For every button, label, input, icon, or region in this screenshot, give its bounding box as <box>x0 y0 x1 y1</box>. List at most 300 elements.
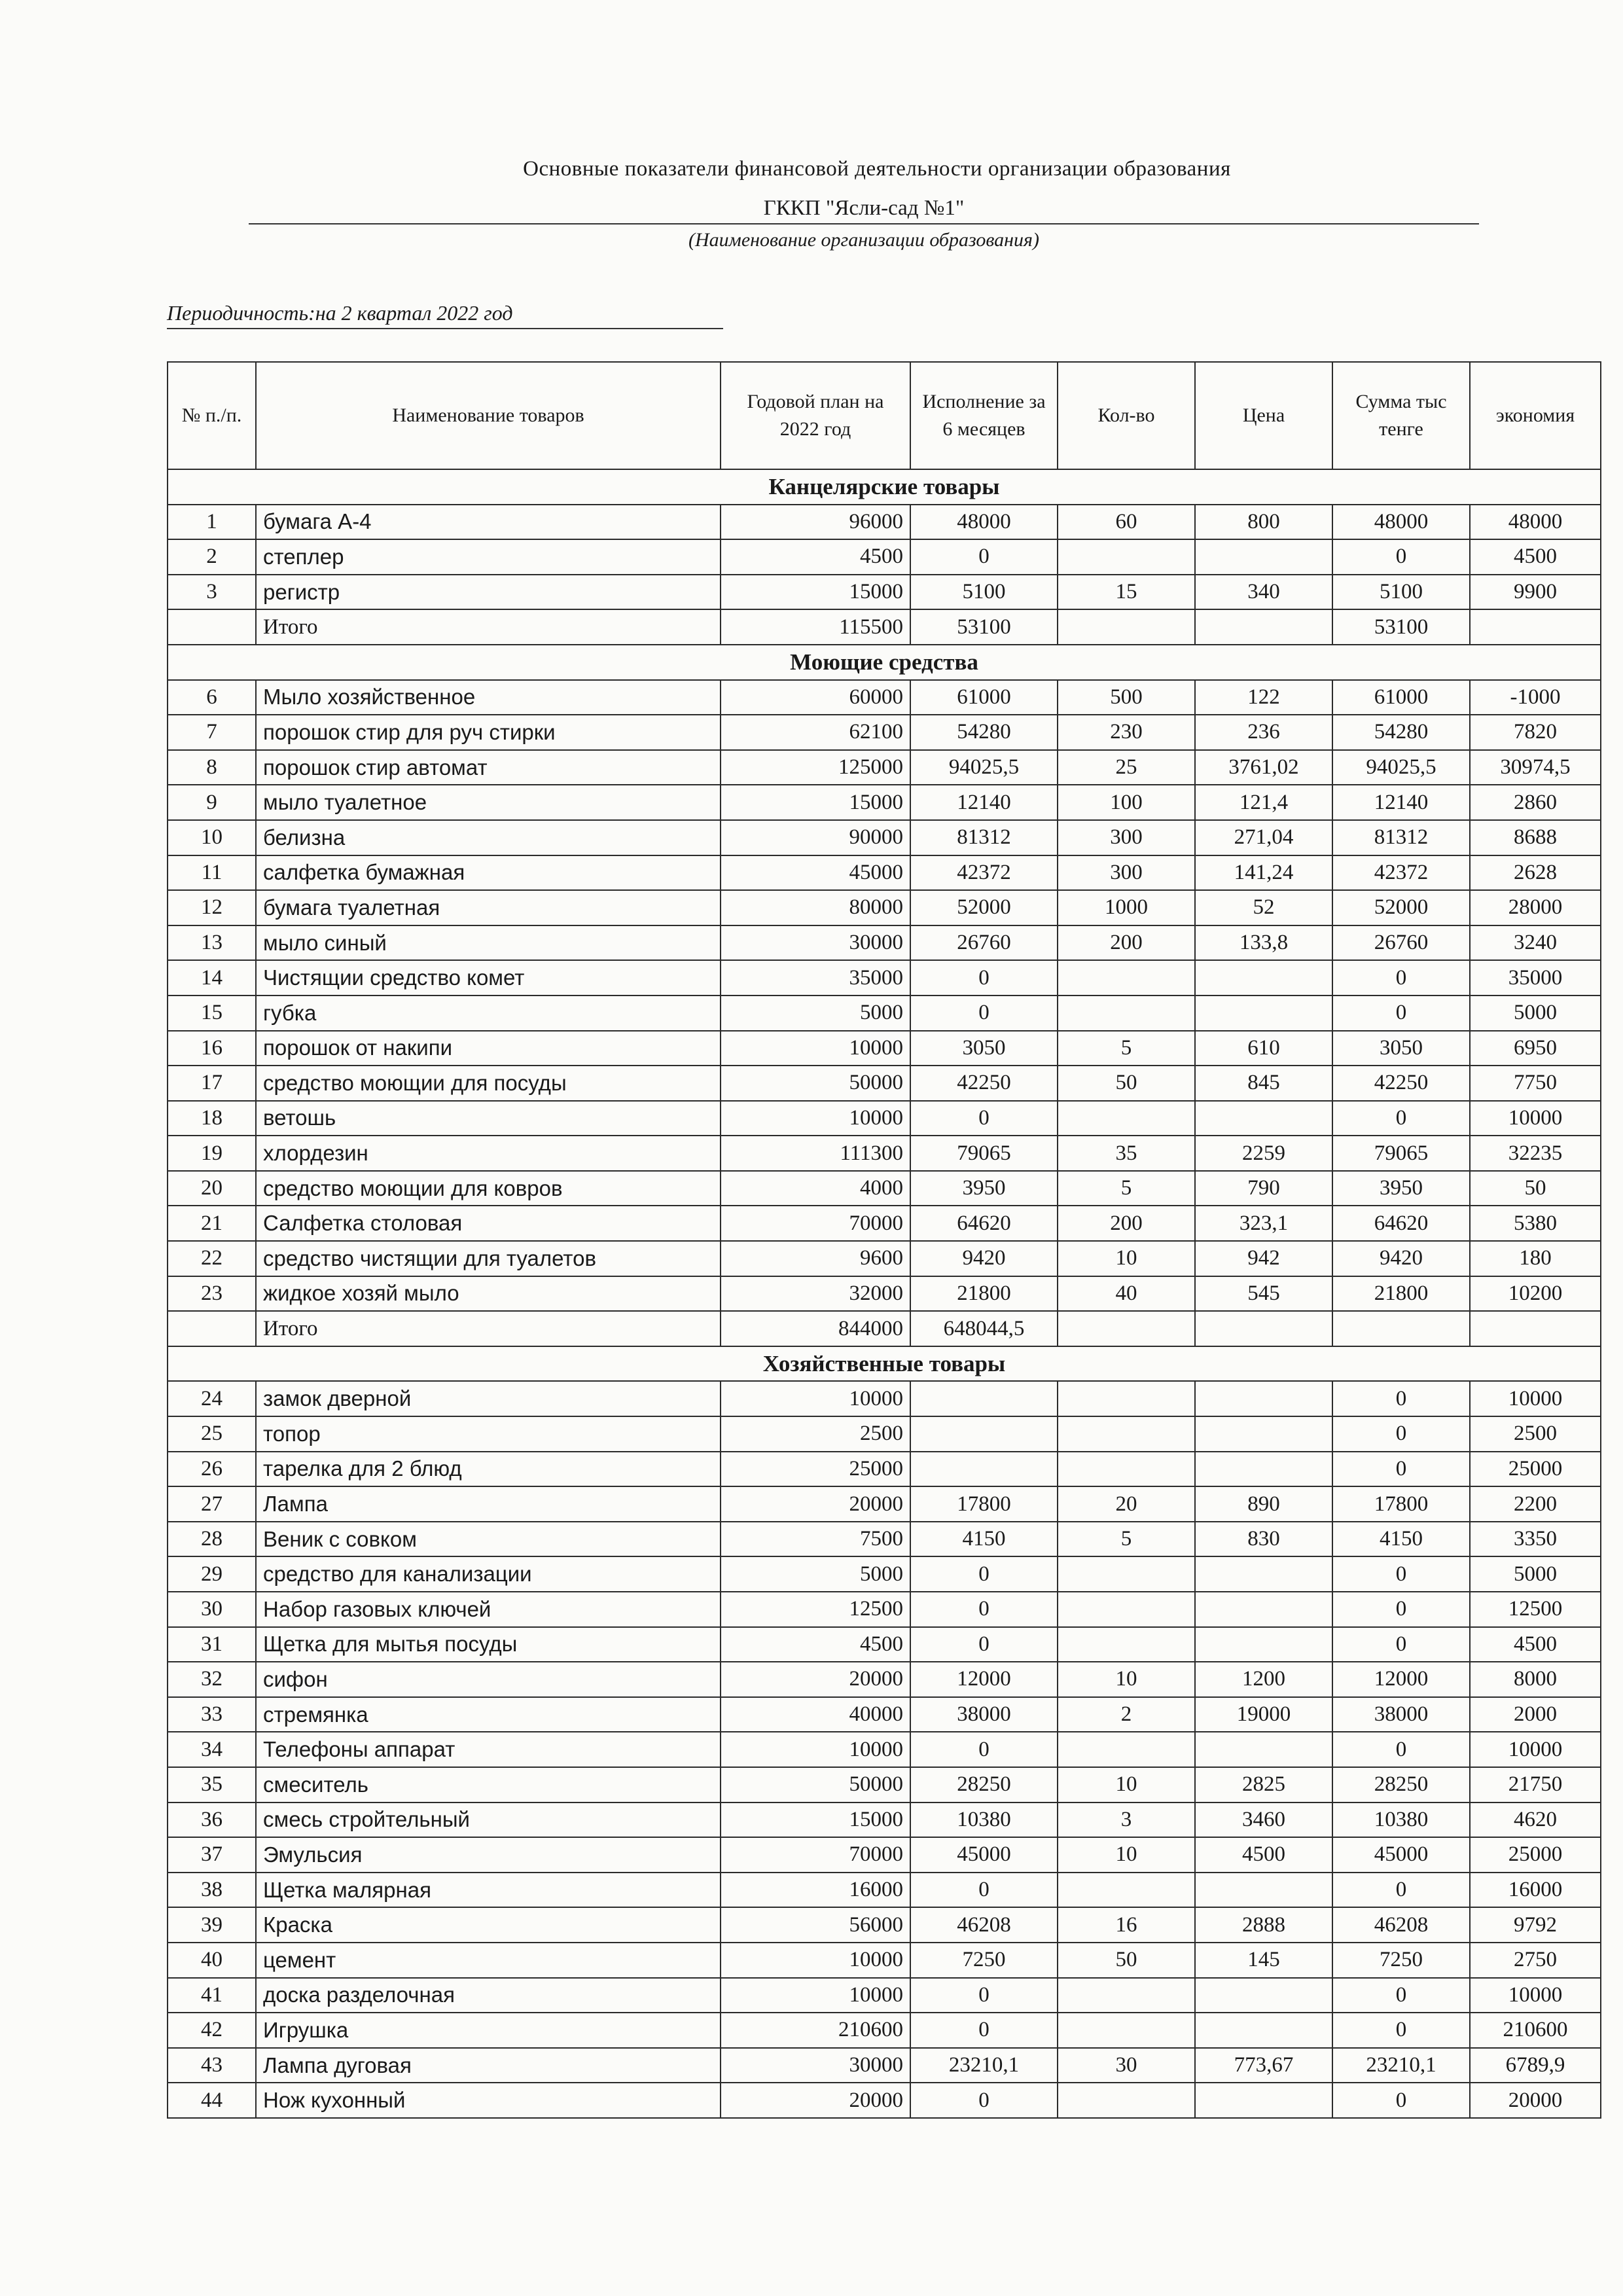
cell-sum: 0 <box>1332 1556 1470 1592</box>
table-row <box>168 2083 1601 2118</box>
total-empty-cell <box>1470 609 1601 645</box>
table-row <box>168 2048 1601 2083</box>
cell-exec: 61000 <box>910 680 1058 715</box>
cell-price <box>1195 539 1332 575</box>
table-row <box>168 960 1601 996</box>
cell-name: смеситель <box>256 1767 721 1803</box>
cell-exec: 10380 <box>910 1803 1058 1838</box>
section-title: Канцелярские товары <box>168 469 1601 505</box>
cell-qty <box>1058 1556 1195 1592</box>
cell-n: 43 <box>168 2048 256 2083</box>
column-header: Цена <box>1195 362 1332 469</box>
cell-exec: 94025,5 <box>910 750 1058 785</box>
column-header: Наименование товаров <box>256 362 721 469</box>
cell-name: Телефоны аппарат <box>256 1732 721 1767</box>
cell-name: сифон <box>256 1662 721 1697</box>
cell-n: 33 <box>168 1697 256 1732</box>
cell-plan: 5000 <box>721 1556 910 1592</box>
column-header: Кол-во <box>1058 362 1195 469</box>
total-row <box>168 609 1601 645</box>
cell-econ: 3240 <box>1470 925 1601 961</box>
cell-name: средство моющии для ковров <box>256 1171 721 1206</box>
cell-econ: 48000 <box>1470 505 1601 540</box>
cell-name: мыло туалетное <box>256 785 721 820</box>
cell-exec: 48000 <box>910 505 1058 540</box>
total-label: Итого <box>256 1311 721 1346</box>
cell-qty: 10 <box>1058 1662 1195 1697</box>
cell-name: Игрушка <box>256 2013 721 2048</box>
cell-price: 2825 <box>1195 1767 1332 1803</box>
cell-exec <box>910 1381 1058 1416</box>
table-row <box>168 1592 1601 1627</box>
cell-econ: 50 <box>1470 1171 1601 1206</box>
cell-n: 26 <box>168 1452 256 1487</box>
cell-plan: 4500 <box>721 539 910 575</box>
cell-sum: 0 <box>1332 1873 1470 1908</box>
table-row <box>168 750 1601 785</box>
cell-price: 121,4 <box>1195 785 1332 820</box>
section-title: Хозяйственные товары <box>168 1346 1601 1382</box>
cell-qty <box>1058 1101 1195 1136</box>
table-row <box>168 1452 1601 1487</box>
cell-econ: 2500 <box>1470 1416 1601 1452</box>
cell-price: 610 <box>1195 1031 1332 1066</box>
cell-qty: 10 <box>1058 1837 1195 1873</box>
cell-exec: 17800 <box>910 1486 1058 1522</box>
cell-plan: 20000 <box>721 1486 910 1522</box>
cell-sum: 94025,5 <box>1332 750 1470 785</box>
cell-qty: 30 <box>1058 2048 1195 2083</box>
cell-price: 52 <box>1195 890 1332 925</box>
cell-name: Чистящии средство комет <box>256 960 721 996</box>
cell-plan: 10000 <box>721 1101 910 1136</box>
cell-exec: 54280 <box>910 715 1058 750</box>
cell-sum: 0 <box>1332 1381 1470 1416</box>
table-row <box>168 1556 1601 1592</box>
cell-qty: 2 <box>1058 1697 1195 1732</box>
cell-plan: 16000 <box>721 1873 910 1908</box>
cell-qty <box>1058 1873 1195 1908</box>
cell-qty <box>1058 1416 1195 1452</box>
cell-plan: 4000 <box>721 1171 910 1206</box>
cell-qty <box>1058 1381 1195 1416</box>
cell-econ: 9900 <box>1470 575 1601 610</box>
cell-exec: 64620 <box>910 1206 1058 1241</box>
cell-sum: 42372 <box>1332 855 1470 891</box>
section-header-row <box>168 469 1601 505</box>
cell-plan: 12500 <box>721 1592 910 1627</box>
cell-qty <box>1058 996 1195 1031</box>
cell-n: 7 <box>168 715 256 750</box>
cell-sum: 0 <box>1332 1732 1470 1767</box>
cell-sum: 61000 <box>1332 680 1470 715</box>
cell-plan: 96000 <box>721 505 910 540</box>
cell-sum: 4150 <box>1332 1522 1470 1557</box>
cell-n: 24 <box>168 1381 256 1416</box>
cell-price <box>1195 1381 1332 1416</box>
cell-n: 6 <box>168 680 256 715</box>
cell-name: Мыло хозяйственное <box>256 680 721 715</box>
cell-name: бумага А-4 <box>256 505 721 540</box>
cell-exec: 3950 <box>910 1171 1058 1206</box>
cell-n: 14 <box>168 960 256 996</box>
cell-plan: 30000 <box>721 2048 910 2083</box>
cell-name: Щетка малярная <box>256 1873 721 1908</box>
cell-name: замок дверной <box>256 1381 721 1416</box>
cell-econ: 10000 <box>1470 1101 1601 1136</box>
cell-price: 790 <box>1195 1171 1332 1206</box>
cell-name: доска разделочная <box>256 1978 721 2013</box>
total-empty-cell <box>1195 609 1332 645</box>
cell-price: 4500 <box>1195 1837 1332 1873</box>
cell-econ: 6789,9 <box>1470 2048 1601 2083</box>
cell-qty <box>1058 1978 1195 2013</box>
table-row <box>168 1697 1601 1732</box>
table-row <box>168 1662 1601 1697</box>
cell-plan: 5000 <box>721 996 910 1031</box>
cell-exec: 0 <box>910 2013 1058 2048</box>
cell-sum: 0 <box>1332 1592 1470 1627</box>
cell-qty: 5 <box>1058 1522 1195 1557</box>
cell-plan: 80000 <box>721 890 910 925</box>
cell-price <box>1195 1556 1332 1592</box>
cell-n: 18 <box>168 1101 256 1136</box>
cell-name: Веник с совком <box>256 1522 721 1557</box>
cell-name: средство моющии для посуды <box>256 1066 721 1101</box>
cell-sum: 46208 <box>1332 1907 1470 1943</box>
table-row <box>168 1206 1601 1241</box>
cell-sum: 79065 <box>1332 1136 1470 1171</box>
cell-plan: 50000 <box>721 1066 910 1101</box>
cell-sum: 0 <box>1332 2083 1470 2118</box>
cell-name: губка <box>256 996 721 1031</box>
cell-econ: 10000 <box>1470 1381 1601 1416</box>
cell-name: ветошь <box>256 1101 721 1136</box>
table-row <box>168 2013 1601 2048</box>
cell-qty: 40 <box>1058 1276 1195 1312</box>
cell-name: стремянка <box>256 1697 721 1732</box>
cell-price: 942 <box>1195 1241 1332 1276</box>
table-row <box>168 715 1601 750</box>
cell-exec: 3050 <box>910 1031 1058 1066</box>
table-body <box>168 469 1601 2118</box>
cell-qty: 25 <box>1058 750 1195 785</box>
organization-name: ГККП "Ясли-сад №1" <box>249 196 1479 224</box>
cell-econ: 10000 <box>1470 1978 1601 2013</box>
cell-n: 40 <box>168 1943 256 1978</box>
cell-price: 145 <box>1195 1943 1332 1978</box>
cell-econ: 5000 <box>1470 1556 1601 1592</box>
cell-qty <box>1058 2083 1195 2118</box>
cell-econ: 4620 <box>1470 1803 1601 1838</box>
cell-name: средство для канализации <box>256 1556 721 1592</box>
column-header: Исполнение за 6 месяцев <box>910 362 1058 469</box>
table-row <box>168 1101 1601 1136</box>
cell-price: 545 <box>1195 1276 1332 1312</box>
cell-exec: 0 <box>910 2083 1058 2118</box>
cell-exec: 38000 <box>910 1697 1058 1732</box>
cell-qty: 300 <box>1058 855 1195 891</box>
cell-name: средство чистящии для туалетов <box>256 1241 721 1276</box>
cell-exec: 42372 <box>910 855 1058 891</box>
cell-sum: 64620 <box>1332 1206 1470 1241</box>
cell-name: Щетка для мытья посуды <box>256 1627 721 1662</box>
cell-qty: 300 <box>1058 820 1195 855</box>
cell-name: смесь стройтельный <box>256 1803 721 1838</box>
cell-sum: 0 <box>1332 996 1470 1031</box>
cell-econ: 2860 <box>1470 785 1601 820</box>
cell-price: 773,67 <box>1195 2048 1332 2083</box>
cell-n: 30 <box>168 1592 256 1627</box>
table-row <box>168 575 1601 610</box>
cell-plan: 45000 <box>721 855 910 891</box>
goods-table <box>167 361 1601 2119</box>
cell-price <box>1195 1101 1332 1136</box>
cell-plan: 10000 <box>721 1732 910 1767</box>
cell-plan: 15000 <box>721 575 910 610</box>
table-row <box>168 505 1601 540</box>
cell-n: 19 <box>168 1136 256 1171</box>
cell-qty: 35 <box>1058 1136 1195 1171</box>
cell-plan: 10000 <box>721 1978 910 2013</box>
table-row <box>168 1522 1601 1557</box>
table-row <box>168 820 1601 855</box>
cell-sum: 0 <box>1332 2013 1470 2048</box>
section-header-row <box>168 1346 1601 1382</box>
cell-exec: 42250 <box>910 1066 1058 1101</box>
cell-qty: 50 <box>1058 1066 1195 1101</box>
cell-n: 21 <box>168 1206 256 1241</box>
cell-plan: 32000 <box>721 1276 910 1312</box>
total-sum: 53100 <box>1332 609 1470 645</box>
cell-sum: 45000 <box>1332 1837 1470 1873</box>
cell-price <box>1195 2083 1332 2118</box>
cell-qty <box>1058 539 1195 575</box>
cell-sum: 48000 <box>1332 505 1470 540</box>
cell-plan: 56000 <box>721 1907 910 1943</box>
cell-n: 16 <box>168 1031 256 1066</box>
cell-qty: 15 <box>1058 575 1195 610</box>
cell-sum: 23210,1 <box>1332 2048 1470 2083</box>
cell-qty: 230 <box>1058 715 1195 750</box>
cell-name: Салфетка столовая <box>256 1206 721 1241</box>
cell-price: 1200 <box>1195 1662 1332 1697</box>
cell-plan: 125000 <box>721 750 910 785</box>
cell-econ: 30974,5 <box>1470 750 1601 785</box>
cell-qty <box>1058 1452 1195 1487</box>
table-row <box>168 785 1601 820</box>
cell-n: 31 <box>168 1627 256 1662</box>
cell-qty: 200 <box>1058 925 1195 961</box>
table-row <box>168 890 1601 925</box>
column-header: Годовой план на 2022 год <box>721 362 910 469</box>
cell-econ: 20000 <box>1470 2083 1601 2118</box>
table-row <box>168 1241 1601 1276</box>
table-row <box>168 1486 1601 1522</box>
cell-sum: 54280 <box>1332 715 1470 750</box>
cell-name: тарелка для 2 блюд <box>256 1452 721 1487</box>
cell-price: 830 <box>1195 1522 1332 1557</box>
cell-n: 3 <box>168 575 256 610</box>
table-row <box>168 1171 1601 1206</box>
cell-exec: 52000 <box>910 890 1058 925</box>
cell-econ: 28000 <box>1470 890 1601 925</box>
cell-plan: 10000 <box>721 1381 910 1416</box>
table-row <box>168 1136 1601 1171</box>
cell-econ: 8000 <box>1470 1662 1601 1697</box>
cell-econ: 2200 <box>1470 1486 1601 1522</box>
cell-n: 41 <box>168 1978 256 2013</box>
cell-sum: 0 <box>1332 1978 1470 2013</box>
cell-price: 19000 <box>1195 1697 1332 1732</box>
total-empty-cell <box>1058 609 1195 645</box>
section-header-row <box>168 645 1601 680</box>
cell-exec: 12140 <box>910 785 1058 820</box>
cell-qty: 1000 <box>1058 890 1195 925</box>
cell-exec: 4150 <box>910 1522 1058 1557</box>
cell-econ: 210600 <box>1470 2013 1601 2048</box>
table-row <box>168 1381 1601 1416</box>
cell-exec: 0 <box>910 960 1058 996</box>
cell-price: 236 <box>1195 715 1332 750</box>
cell-econ: 12500 <box>1470 1592 1601 1627</box>
table-row <box>168 1978 1601 2013</box>
cell-name: белизна <box>256 820 721 855</box>
cell-n: 9 <box>168 785 256 820</box>
cell-sum: 38000 <box>1332 1697 1470 1732</box>
cell-econ: 10000 <box>1470 1732 1601 1767</box>
cell-sum: 12140 <box>1332 785 1470 820</box>
table-row <box>168 925 1601 961</box>
cell-n: 32 <box>168 1662 256 1697</box>
cell-exec: 0 <box>910 1978 1058 2013</box>
cell-plan: 7500 <box>721 1522 910 1557</box>
cell-sum: 0 <box>1332 1452 1470 1487</box>
cell-price: 271,04 <box>1195 820 1332 855</box>
cell-plan: 30000 <box>721 925 910 961</box>
cell-qty: 60 <box>1058 505 1195 540</box>
cell-plan: 50000 <box>721 1767 910 1803</box>
table-row <box>168 1943 1601 1978</box>
cell-price: 323,1 <box>1195 1206 1332 1241</box>
cell-econ: 7750 <box>1470 1066 1601 1101</box>
cell-name: жидкое хозяй мыло <box>256 1276 721 1312</box>
cell-n: 35 <box>168 1767 256 1803</box>
table-row <box>168 1276 1601 1312</box>
cell-exec: 0 <box>910 539 1058 575</box>
cell-exec: 81312 <box>910 820 1058 855</box>
cell-n: 25 <box>168 1416 256 1452</box>
cell-price <box>1195 2013 1332 2048</box>
cell-n: 15 <box>168 996 256 1031</box>
cell-name: Эмульсия <box>256 1837 721 1873</box>
cell-econ: 4500 <box>1470 1627 1601 1662</box>
cell-qty: 200 <box>1058 1206 1195 1241</box>
cell-name: Набор газовых ключей <box>256 1592 721 1627</box>
cell-plan: 20000 <box>721 2083 910 2118</box>
table-row <box>168 680 1601 715</box>
cell-price: 2888 <box>1195 1907 1332 1943</box>
cell-n: 11 <box>168 855 256 891</box>
cell-plan: 90000 <box>721 820 910 855</box>
total-empty-cell <box>1470 1311 1601 1346</box>
cell-econ: 3350 <box>1470 1522 1601 1557</box>
column-header: Сумма тыс тенге <box>1332 362 1470 469</box>
cell-n: 28 <box>168 1522 256 1557</box>
table-row <box>168 1837 1601 1873</box>
cell-qty <box>1058 1627 1195 1662</box>
cell-n: 13 <box>168 925 256 961</box>
cell-name: Краска <box>256 1907 721 1943</box>
cell-exec: 12000 <box>910 1662 1058 1697</box>
cell-price: 800 <box>1195 505 1332 540</box>
cell-sum: 81312 <box>1332 820 1470 855</box>
cell-econ: 25000 <box>1470 1837 1601 1873</box>
cell-price: 3460 <box>1195 1803 1332 1838</box>
cell-econ: -1000 <box>1470 680 1601 715</box>
cell-econ: 5000 <box>1470 996 1601 1031</box>
cell-econ: 4500 <box>1470 539 1601 575</box>
cell-price: 340 <box>1195 575 1332 610</box>
cell-exec: 0 <box>910 1627 1058 1662</box>
cell-n: 22 <box>168 1241 256 1276</box>
cell-n: 20 <box>168 1171 256 1206</box>
cell-exec: 5100 <box>910 575 1058 610</box>
cell-price <box>1195 1452 1332 1487</box>
total-plan: 844000 <box>721 1311 910 1346</box>
total-empty-cell <box>1058 1311 1195 1346</box>
total-row <box>168 1311 1601 1346</box>
cell-name: порошок стир для руч стирки <box>256 715 721 750</box>
cell-exec: 7250 <box>910 1943 1058 1978</box>
cell-sum: 0 <box>1332 960 1470 996</box>
cell-sum: 12000 <box>1332 1662 1470 1697</box>
cell-exec: 26760 <box>910 925 1058 961</box>
cell-price <box>1195 1592 1332 1627</box>
table-row <box>168 1767 1601 1803</box>
cell-exec: 0 <box>910 1556 1058 1592</box>
cell-sum: 3050 <box>1332 1031 1470 1066</box>
cell-qty <box>1058 1732 1195 1767</box>
cell-plan: 210600 <box>721 2013 910 2048</box>
cell-econ: 5380 <box>1470 1206 1601 1241</box>
cell-price <box>1195 1627 1332 1662</box>
cell-econ: 25000 <box>1470 1452 1601 1487</box>
cell-n: 36 <box>168 1803 256 1838</box>
cell-sum: 7250 <box>1332 1943 1470 1978</box>
cell-price <box>1195 960 1332 996</box>
cell-qty: 100 <box>1058 785 1195 820</box>
cell-econ: 21750 <box>1470 1767 1601 1803</box>
cell-price <box>1195 1416 1332 1452</box>
reporting-period: Периодичность:на 2 квартал 2022 год <box>167 301 723 329</box>
document-title: Основные показатели финансовой деятельности организации образования <box>523 157 1231 181</box>
total-empty-cell <box>168 609 256 645</box>
cell-n: 10 <box>168 820 256 855</box>
cell-qty: 10 <box>1058 1241 1195 1276</box>
cell-qty: 5 <box>1058 1031 1195 1066</box>
total-exec: 53100 <box>910 609 1058 645</box>
cell-plan: 35000 <box>721 960 910 996</box>
cell-sum: 0 <box>1332 1627 1470 1662</box>
cell-econ: 32235 <box>1470 1136 1601 1171</box>
cell-econ: 10200 <box>1470 1276 1601 1312</box>
table-row <box>168 1031 1601 1066</box>
cell-sum: 26760 <box>1332 925 1470 961</box>
table-row <box>168 1907 1601 1943</box>
total-exec: 648044,5 <box>910 1311 1058 1346</box>
cell-name: салфетка бумажная <box>256 855 721 891</box>
